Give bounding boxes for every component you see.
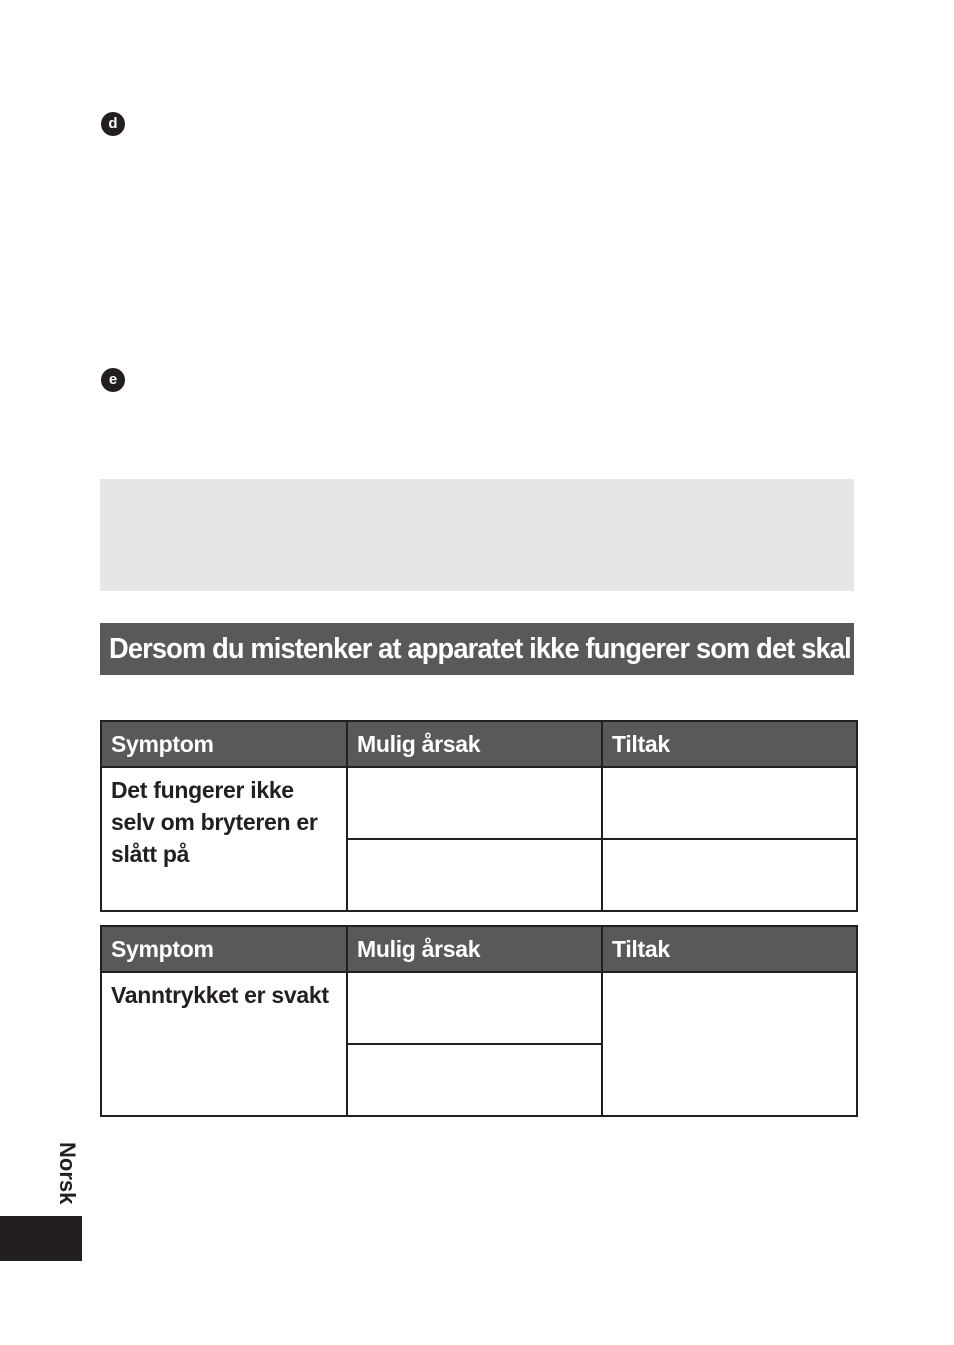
step-marker-e: e (101, 368, 125, 392)
table-row (101, 767, 857, 839)
header-symptom: Symptom (101, 926, 347, 972)
troubleshooting-table-1 (100, 720, 858, 912)
troubleshooting-table-2 (100, 925, 858, 1117)
action-cell (602, 972, 857, 1116)
cause-cell (347, 839, 602, 911)
symptom-cell: Vanntrykket er svakt (101, 972, 347, 1116)
cause-cell (347, 767, 602, 839)
header-possible-cause: Mulig årsak (347, 721, 602, 767)
section-heading: Dersom du mistenker at apparatet ikke fungerer som det skal (100, 623, 854, 675)
header-action: Tiltak (602, 926, 857, 972)
header-possible-cause: Mulig årsak (347, 926, 602, 972)
table-row (101, 972, 857, 1044)
action-cell (602, 767, 857, 839)
table-header-row (101, 926, 857, 972)
cause-cell (347, 1044, 602, 1116)
symptom-cell: Det fungerer ikke selv om bryteren er slått på (101, 767, 347, 911)
language-tab-block (0, 1216, 82, 1261)
header-action: Tiltak (602, 721, 857, 767)
table-header-row (101, 721, 857, 767)
language-tab-label: Norsk (55, 1142, 80, 1205)
action-cell (602, 839, 857, 911)
cause-cell (347, 972, 602, 1044)
note-box (100, 479, 854, 591)
step-marker-d: d (101, 112, 125, 136)
header-symptom: Symptom (101, 721, 347, 767)
